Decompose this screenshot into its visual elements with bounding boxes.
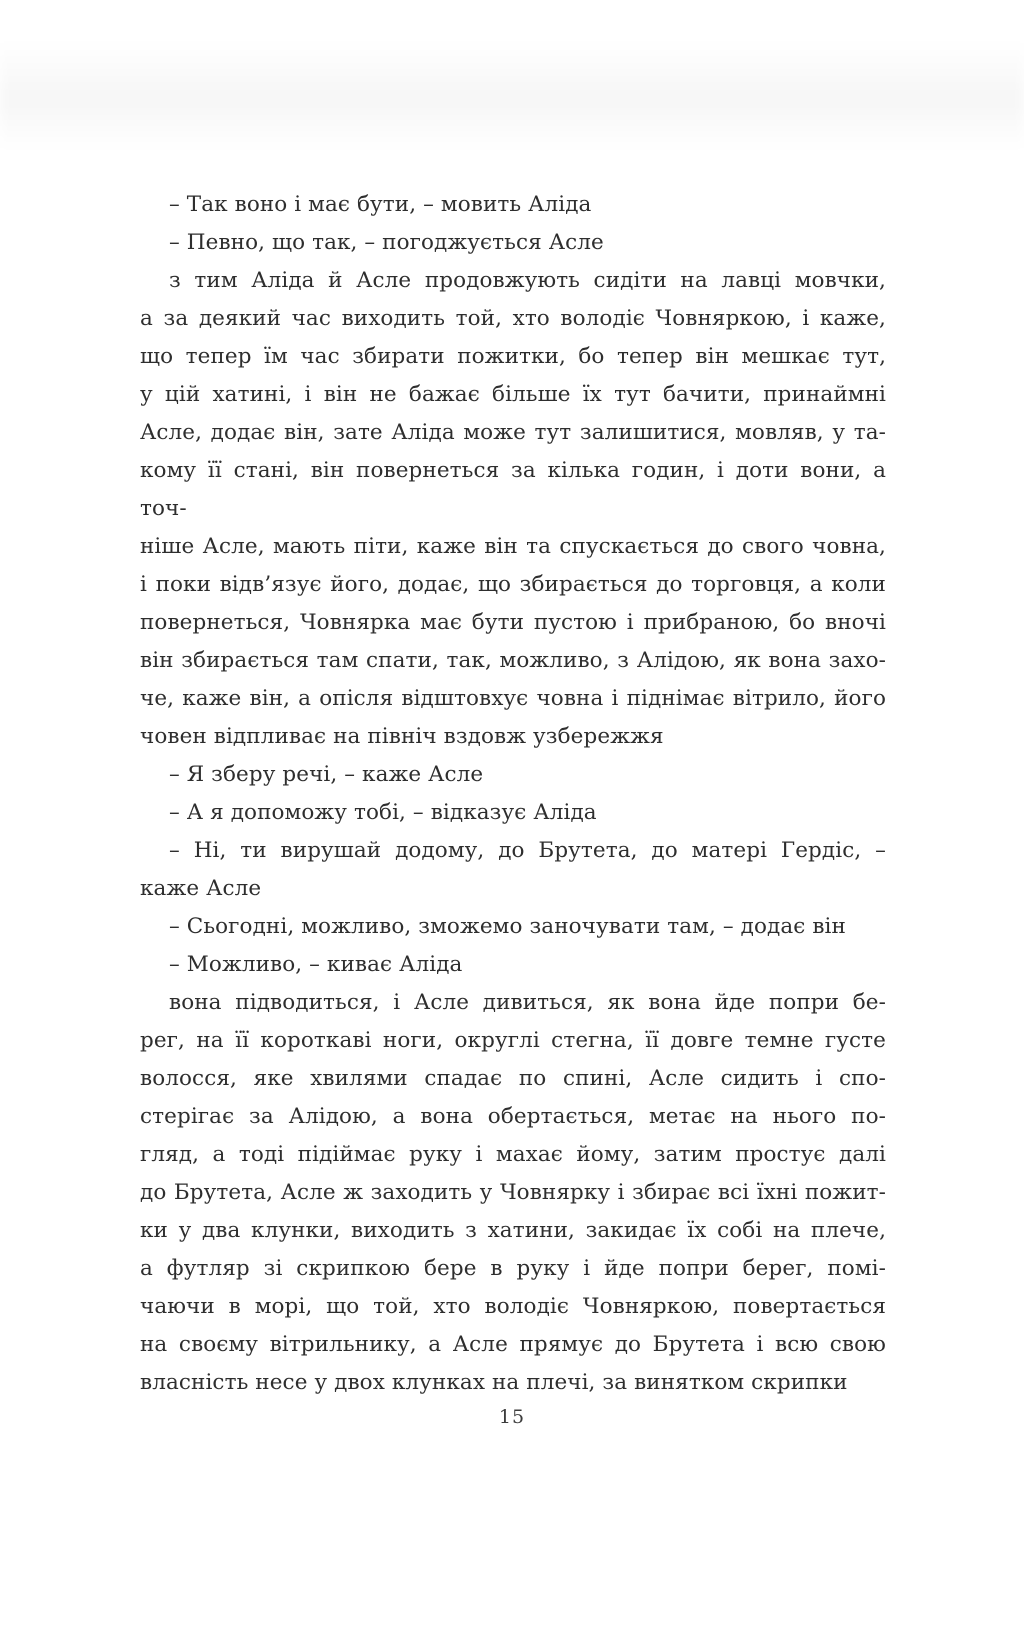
text-line: на своєму вітрильнику, а Асле прямує до Брутета і всю свою	[140, 1332, 886, 1357]
text-line: до Брутета, Асле ж заходить у Човнярку і збирає всі їхні пожит-	[140, 1180, 886, 1205]
text-line: че, каже він, а опісля відштовхує човна і піднімає вітрило, його	[140, 686, 886, 711]
scan-shadow-artifact	[0, 40, 1024, 150]
text-line: човен відпливає на північ вздовж узбережжя	[140, 724, 664, 749]
text-line: каже Асле	[140, 876, 262, 901]
text-line: рег, на її короткаві ноги, округлі стегна, її довге темне густе	[140, 1028, 886, 1053]
text-line: ніше Асле, мають піти, каже він та спускається до свого човна,	[140, 534, 886, 559]
text-line: – А я допоможу тобі, – відказує Аліда	[169, 800, 597, 825]
text-line: кому її стані, він повернеться за кілька годин, і доти вони, а точ-	[140, 458, 886, 521]
text-line: – Я зберу речі, – каже Асле	[169, 762, 484, 787]
text-line: стерігає за Алідою, а вона обертається, метає на нього по-	[140, 1104, 886, 1129]
text-line: Асле, додає він, зате Аліда може тут залишитися, мовляв, у та-	[140, 420, 886, 445]
text-line: – Можливо, – киває Аліда	[169, 952, 463, 977]
text-line: у цій хатині, і він не бажає більше їх тут бачити, принаймні	[140, 382, 886, 407]
page-text	[140, 186, 886, 1402]
text-line: що тепер їм час збирати пожитки, бо тепер він мешкає тут,	[140, 344, 886, 369]
text-line: чаючи в морі, що той, хто володіє Човняркою, повертається	[140, 1294, 886, 1319]
text-line: – Сьогодні, можливо, зможемо заночувати там, – додає він	[169, 914, 846, 939]
text-line: а за деякий час виходить той, хто володіє Човняркою, і каже,	[140, 306, 886, 331]
text-line: – Певно, що так, – погоджується Асле	[169, 230, 604, 255]
text-line: волосся, яке хвилями спадає по спині, Асле сидить і спо-	[140, 1066, 886, 1091]
text-line: повернеться, Човнярка має бути пустою і прибраною, бо вночі	[140, 610, 886, 635]
text-line: з тим Аліда й Асле продовжують сидіти на лавці мовчки,	[169, 268, 886, 293]
text-line: вона підводиться, і Асле дивиться, як вона йде попри бе-	[169, 990, 886, 1015]
text-line: а футляр зі скрипкою бере в руку і йде попри берег, помі-	[140, 1256, 886, 1281]
text-line: він збирається там спати, так, можливо, з Алідою, як вона захо-	[140, 648, 886, 673]
text-line: власність несе у двох клунках на плечі, за винятком скрипки	[140, 1370, 848, 1395]
text-line: і поки відв’язує його, додає, що збирається до торговця, а коли	[140, 572, 886, 597]
page-number: 15	[498, 1406, 526, 1428]
text-line: гляд, а тоді підіймає руку і махає йому, затим простує далі	[140, 1142, 886, 1167]
text-line: – Так воно і має бути, – мовить Аліда	[169, 192, 592, 217]
text-line: – Ні, ти вирушай додому, до Брутета, до матері Гердіс, –	[169, 838, 886, 863]
text-line: ки у два клунки, виходить з хатини, закидає їх собі на плече,	[140, 1218, 886, 1243]
